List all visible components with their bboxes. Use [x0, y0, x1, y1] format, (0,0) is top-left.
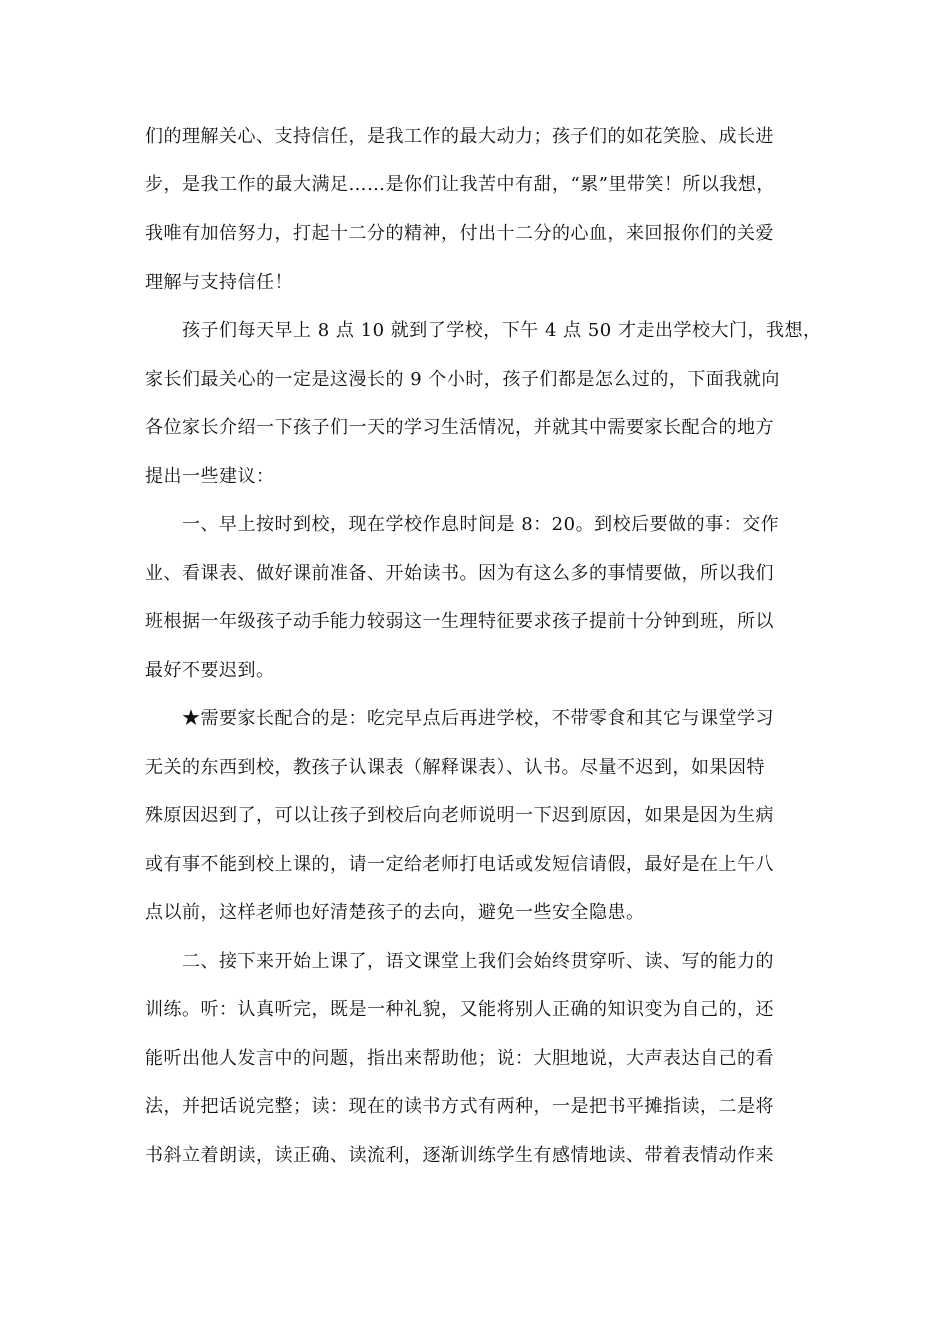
- text-line: 能听出他人发言中的问题，指出来帮助他；说：大胆地说，大声表达自己的看: [145, 1048, 774, 1069]
- text-line: 提出一些建议：: [145, 466, 275, 487]
- text-line: 点以前，这样老师也好清楚孩子的去向，避免一些安全隐患。: [145, 902, 645, 923]
- text-line: 们的理解关心、支持信任，是我工作的最大动力；孩子们的如花笑脸、成长进: [145, 126, 774, 147]
- text-line: 业、看课表、做好课前准备、开始读书。因为有这么多的事情要做，所以我们: [145, 563, 774, 584]
- paragraph-first-line: ★需要家长配合的是：吃完早点后再进学校，不带零食和其它与课堂学习: [182, 708, 774, 729]
- text-line: 法，并把话说完整；读：现在的读书方式有两种，一是把书平摊指读，二是将: [145, 1096, 774, 1117]
- paragraph-first-line: 孩子们每天早上 8 点 10 就到了学校，下午 4 点 50 才走出学校大门，我想，: [182, 320, 822, 341]
- text-line: 理解与支持信任！: [145, 272, 293, 293]
- text-line: 最好不要迟到。: [145, 660, 275, 681]
- text-line: 或有事不能到校上课的，请一定给老师打电话或发短信请假，最好是在上午八: [145, 854, 774, 875]
- text-line: 训练。听：认真听完，既是一种礼貌，又能将别人正确的知识变为自己的，还: [145, 999, 774, 1020]
- text-line: 班根据一年级孩子动手能力较弱这一生理特征要求孩子提前十分钟到班，所以: [145, 611, 774, 632]
- text-line: 步，是我工作的最大满足……是你们让我苦中有甜，“累”里带笑！所以我想，: [145, 174, 775, 195]
- text-line: 家长们最关心的一定是这漫长的 9 个小时，孩子们都是怎么过的，下面我就向: [145, 369, 780, 390]
- paragraph-first-line: 二、接下来开始上课了，语文课堂上我们会始终贯穿听、读、写的能力的: [182, 951, 774, 972]
- text-line: 我唯有加倍努力，打起十二分的精神，付出十二分的心血，来回报你们的关爱: [145, 223, 774, 244]
- paragraph-first-line: 一、早上按时到校，现在学校作息时间是 8：20。到校后要做的事：交作: [182, 514, 780, 535]
- text-line: 无关的东西到校，教孩子认课表（解释课表）、认书。尽量不迟到，如果因特: [145, 757, 765, 778]
- text-line: 书斜立着朗读，读正确、读流利，逐渐训练学生有感情地读、带着表情动作来: [145, 1145, 774, 1166]
- text-line: 各位家长介绍一下孩子们一天的学习生活情况，并就其中需要家长配合的地方: [145, 417, 774, 438]
- text-line: 殊原因迟到了，可以让孩子到校后向老师说明一下迟到原因，如果是因为生病: [145, 805, 774, 826]
